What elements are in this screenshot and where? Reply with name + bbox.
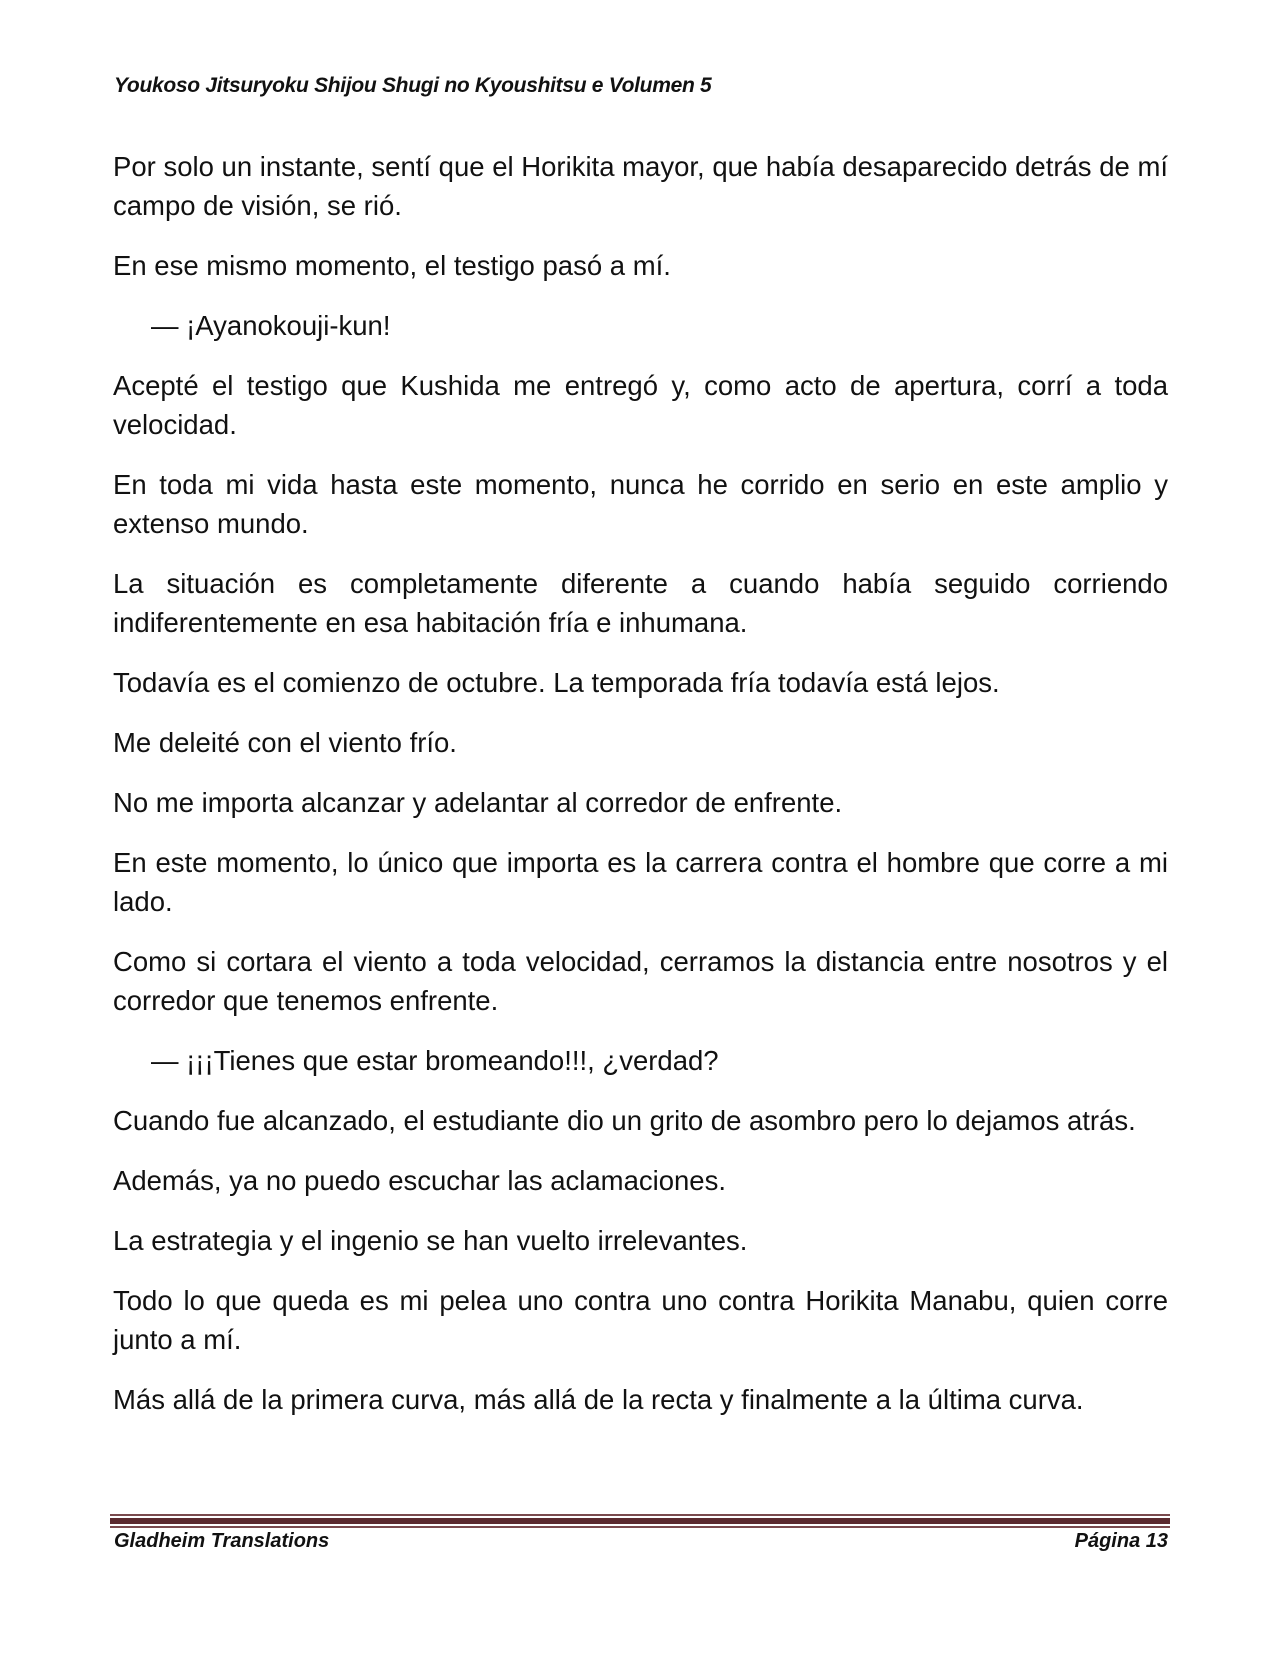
footer-rule <box>110 1514 1170 1528</box>
paragraph: Me deleité con el viento frío. <box>113 727 457 758</box>
page-body <box>113 147 1168 1440</box>
paragraph: La estrategia y el ingenio se han vuelto irrelevantes. <box>113 1225 748 1256</box>
paragraph: Por solo un instante, sentí que el Horikita mayor, que había desaparecido detrás de mí campo de visión, se rió. <box>113 151 1168 221</box>
paragraph: En toda mi vida hasta este momento, nunca he corrido en serio en este amplio y extenso mundo. <box>113 469 1168 539</box>
paragraph: En este momento, lo único que importa es la carrera contra el hombre que corre a mi lado. <box>113 847 1168 917</box>
paragraph: No me importa alcanzar y adelantar al corredor de enfrente. <box>113 787 843 818</box>
paragraph: Más allá de la primera curva, más allá de la recta y finalmente a la última curva. <box>113 1384 1084 1415</box>
paragraph: Todavía es el comienzo de octubre. La temporada fría todavía está lejos. <box>113 667 1000 698</box>
paragraph: Cuando fue alcanzado, el estudiante dio un grito de asombro pero lo dejamos atrás. <box>113 1105 1136 1136</box>
paragraph: Como si cortara el viento a toda velocidad, cerramos la distancia entre nosotros y el corredor que tenemos enfrente. <box>113 946 1168 1016</box>
footer-page-number: Página 13 <box>1074 1530 1168 1552</box>
paragraph: La situación es completamente diferente a cuando había seguido corriendo indiferentemente en esa habitación fría e inhumana. <box>113 568 1168 638</box>
paragraph: Todo lo que queda es mi pelea uno contra uno contra Horikita Manabu, quien corre junto a mí. <box>113 1285 1168 1355</box>
running-header: Youkoso Jitsuryoku Shijou Shugi no Kyoushitsu e Volumen 5 <box>114 74 712 97</box>
dialogue-line: — ¡Ayanokouji-kun! <box>151 310 391 341</box>
paragraph: Además, ya no puedo escuchar las aclamaciones. <box>113 1165 726 1196</box>
footer-translator: Gladheim Translations <box>114 1530 330 1552</box>
dialogue-line: — ¡¡¡Tienes que estar bromeando!!!, ¿verdad? <box>151 1045 719 1076</box>
paragraph: En ese mismo momento, el testigo pasó a mí. <box>113 250 671 281</box>
paragraph: Acepté el testigo que Kushida me entregó y, como acto de apertura, corrí a toda velocidad. <box>113 370 1168 440</box>
